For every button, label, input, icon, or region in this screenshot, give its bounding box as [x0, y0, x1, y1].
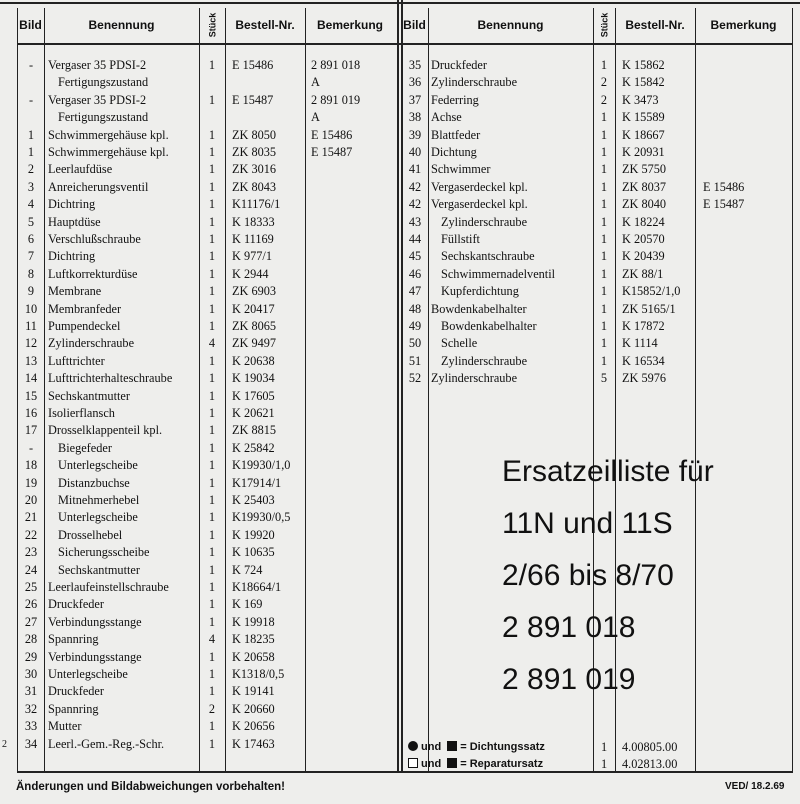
name-cell: Verbindungsstange	[48, 614, 142, 629]
qty-cell: 1	[208, 614, 216, 629]
table-row	[0, 422, 800, 439]
bild-cell: 43	[408, 214, 422, 229]
bestell-nr-cell: K 3473	[622, 92, 659, 107]
name-cell: Federring	[431, 92, 479, 107]
bild-cell: 8	[27, 266, 35, 281]
qty-cell: 1	[600, 162, 608, 177]
legend-qty: 1	[601, 740, 608, 754]
name-cell: Verbindungsstange	[48, 649, 142, 664]
qty-cell: 1	[208, 388, 216, 403]
bestell-nr-cell: ZK 6903	[232, 284, 277, 299]
header-stueck-left	[199, 10, 225, 40]
legend-row	[0, 739, 800, 756]
bild-cell: 9	[27, 284, 35, 299]
header-rule	[17, 43, 792, 45]
table-row	[0, 109, 800, 126]
table-row	[0, 144, 800, 161]
bemerkung-cell: 2 891 019	[311, 92, 361, 107]
header-bild-left: Bild	[19, 18, 42, 32]
bild-cell: 25	[24, 580, 38, 594]
bild-cell: 12	[24, 336, 38, 351]
table-row	[0, 214, 800, 231]
bild-cell: 28	[24, 632, 38, 647]
qty-cell: 1	[208, 649, 216, 664]
name-cell: Mutter	[48, 719, 82, 734]
bild-cell: 40	[408, 145, 422, 159]
name-cell: Druckfeder	[48, 597, 104, 612]
bestell-nr-cell: K 977/1	[232, 249, 272, 264]
bild-cell: 14	[24, 371, 38, 386]
table-row	[0, 57, 800, 74]
bild-cell: 52	[408, 371, 422, 386]
bild-cell: 42	[408, 179, 422, 194]
name-cell: Pumpendeckel	[48, 319, 121, 333]
bestell-nr-cell: K 2944	[232, 266, 269, 281]
bestell-nr-cell: K 20656	[232, 719, 275, 734]
qty-cell: 2	[208, 701, 216, 716]
table-row	[0, 127, 800, 144]
bestell-nr-cell: K 15842	[622, 75, 665, 90]
bild-cell: 46	[408, 266, 422, 281]
ersatz-line: 2 891 019	[502, 663, 636, 696]
legend-text: = Reparatursatz	[460, 758, 544, 770]
name-cell: Sicherungsscheibe	[58, 545, 150, 560]
name-cell: Unterlegscheibe	[58, 458, 138, 473]
bestell-nr-cell: ZK 8035	[232, 145, 277, 159]
bild-cell: 20	[24, 493, 38, 507]
bild-cell: 4	[27, 197, 35, 212]
qty-cell: 1	[600, 284, 608, 299]
qty-cell: 1	[208, 58, 216, 72]
bestell-nr-cell: K 20417	[232, 301, 275, 316]
qty-cell: 1	[208, 667, 216, 681]
header-bestell-right: Bestell-Nr.	[625, 18, 685, 32]
table-row	[0, 231, 800, 248]
qty-cell: 1	[208, 440, 216, 455]
bemerkung-cell: E 15487	[311, 145, 353, 159]
bild-cell: 17	[24, 423, 38, 438]
bild-cell: 21	[24, 510, 38, 525]
bild-cell: 50	[408, 336, 422, 351]
qty-cell: 1	[208, 319, 216, 333]
name-cell: Zylinderschraube	[441, 214, 528, 229]
bild-cell: 7	[27, 249, 35, 264]
name-cell: Bowdenkabelhalter	[441, 319, 537, 333]
table-row	[0, 283, 800, 300]
bild-cell: 19	[24, 475, 38, 490]
bemerkung-cell: E 15487	[703, 197, 745, 212]
name-cell: Blattfeder	[431, 127, 481, 142]
bestell-nr-cell: K 20621	[232, 406, 275, 420]
bild-cell: 2	[27, 162, 35, 177]
bild-cell: 45	[408, 249, 422, 264]
bestell-nr-cell: K 20638	[232, 353, 275, 368]
qty-cell: 1	[208, 301, 216, 316]
qty-cell: 1	[208, 423, 216, 438]
header-bemerkung-left: Bemerkung	[316, 18, 384, 32]
qty-cell: 1	[208, 719, 216, 734]
qty-cell: 1	[208, 162, 216, 177]
name-cell: Bowdenkabelhalter	[431, 301, 527, 316]
header-benennung-right: Benennung	[477, 18, 544, 32]
name-cell: Schwimmergehäuse kpl.	[48, 127, 169, 142]
name-cell: Isolierflansch	[48, 406, 115, 420]
bild-cell: 26	[24, 597, 38, 612]
name-cell: Spannring	[48, 701, 99, 716]
bild-cell: -	[28, 58, 34, 72]
table-row	[0, 405, 800, 422]
bild-cell: 18	[24, 458, 38, 473]
ersatz-line: Ersatzeilliste für	[502, 455, 714, 488]
bestell-nr-cell: K 18333	[232, 214, 275, 229]
bestell-nr-cell: K 18235	[232, 632, 275, 647]
table-row	[0, 318, 800, 335]
name-cell: Vergaser 35 PDSI-2	[48, 92, 147, 107]
bild-cell: -	[28, 92, 34, 107]
legend-nr: 4.00805.00	[622, 740, 678, 754]
qty-cell: 1	[208, 145, 216, 159]
header-stueck-right	[593, 10, 615, 40]
bemerkung-cell: A	[311, 75, 320, 90]
name-cell: Schwimmernadelventil	[441, 266, 556, 281]
name-cell: Biegefeder	[58, 440, 112, 455]
name-cell: Sechskantschraube	[441, 249, 535, 264]
header-bemerkung-right: Bemerkung	[710, 18, 777, 32]
bild-cell: 10	[24, 301, 38, 316]
name-cell: Luftkorrekturdüse	[48, 266, 138, 281]
table-row	[0, 388, 800, 405]
name-cell: Hauptdüse	[48, 214, 101, 229]
bestell-nr-cell: K 15862	[622, 58, 665, 72]
qty-cell: 1	[208, 284, 216, 299]
bestell-nr-cell: K 10635	[232, 545, 275, 560]
ersatz-line: 11N und 11S	[502, 507, 673, 540]
legend-text: = Dichtungssatz	[460, 741, 545, 753]
name-cell: Drosselklappenteil kpl.	[48, 423, 163, 438]
bestell-nr-cell: K 169	[232, 597, 263, 612]
bestell-nr-cell: K 18224	[622, 214, 665, 229]
bild-cell: 24	[24, 562, 38, 577]
bestell-nr-cell: K 19034	[232, 371, 275, 386]
name-cell: Lufttrichterhalteschraube	[48, 371, 173, 386]
name-cell: Spannring	[48, 632, 99, 647]
qty-cell: 1	[208, 475, 216, 490]
name-cell: Fertigungszustand	[58, 75, 149, 90]
qty-cell: 1	[208, 406, 216, 420]
bild-cell: 39	[408, 127, 422, 142]
name-cell: Schwimmergehäuse kpl.	[48, 145, 169, 159]
qty-cell: 1	[208, 127, 216, 142]
bild-cell: 31	[24, 684, 38, 699]
qty-cell: 1	[600, 197, 608, 212]
qty-cell: 1	[208, 197, 216, 212]
qty-cell: 2	[600, 92, 608, 107]
bestell-nr-cell: K 19918	[232, 614, 275, 629]
bestell-nr-cell: ZK 9497	[232, 336, 277, 351]
name-cell: Distanzbuchse	[58, 475, 130, 490]
bild-cell: 1	[27, 127, 35, 142]
bestell-nr-cell: K 20570	[622, 232, 665, 246]
name-cell: Leerl.-Gem.-Reg.-Schr.	[48, 736, 165, 751]
qty-cell: 1	[208, 371, 216, 386]
bild-cell: 49	[408, 319, 422, 333]
bild-cell: 15	[24, 388, 38, 403]
ersatz-line: 2/66 bis 8/70	[502, 559, 674, 592]
qty-cell: 5	[600, 371, 608, 386]
qty-cell: 1	[600, 336, 608, 351]
table-row	[0, 74, 800, 91]
bestell-nr-cell: K 17872	[622, 319, 665, 333]
bild-cell: 5	[27, 214, 35, 229]
bestell-nr-cell: K 20931	[622, 145, 665, 159]
bild-cell: 1	[27, 145, 35, 159]
table-row	[0, 301, 800, 318]
table-row	[0, 161, 800, 178]
qty-cell: 1	[208, 353, 216, 368]
bild-cell: 30	[24, 667, 38, 681]
legend-und: und	[421, 741, 442, 753]
bestell-nr-cell: ZK 8815	[232, 423, 277, 438]
qty-cell: 1	[600, 353, 608, 368]
bestell-nr-cell: ZK 5750	[622, 162, 667, 177]
name-cell: Leerlaufeinstellschraube	[48, 580, 169, 594]
table-row	[0, 266, 800, 283]
qty-cell: 4	[208, 336, 216, 351]
qty-cell: 1	[208, 597, 216, 612]
ersatzteil-title-block	[502, 446, 792, 706]
bestell-nr-cell: K1318/0,5	[232, 667, 285, 681]
bestell-nr-cell: K 1114	[622, 336, 658, 351]
bild-cell: 13	[24, 353, 38, 368]
bild-cell: 22	[24, 527, 38, 542]
bestell-nr-cell: K 15589	[622, 110, 665, 125]
qty-cell: 1	[208, 493, 216, 507]
qty-cell: 1	[600, 301, 608, 316]
bestell-nr-cell: K15852/1,0	[622, 284, 681, 299]
bestell-nr-cell: K11176/1	[232, 197, 281, 212]
qty-cell: 1	[208, 214, 216, 229]
name-cell: Sechskantmutter	[58, 562, 140, 577]
bestell-nr-cell: ZK 3016	[232, 162, 277, 177]
table-row	[0, 335, 800, 352]
legend-nr: 4.02813.00	[622, 757, 678, 771]
qty-cell: 1	[208, 510, 216, 525]
bild-cell: 34	[24, 736, 38, 751]
bemerkung-cell: 2 891 018	[311, 58, 361, 72]
ved-date: VED/ 18.2.69	[725, 781, 785, 792]
qty-cell: 1	[208, 527, 216, 542]
name-cell: Zylinderschraube	[441, 353, 528, 368]
name-cell: Druckfeder	[431, 58, 487, 72]
qty-cell: 1	[600, 127, 608, 142]
name-cell: Füllstift	[441, 232, 480, 246]
table-row	[0, 248, 800, 265]
bestell-nr-cell: K18664/1	[232, 580, 282, 594]
qty-cell: 1	[600, 266, 608, 281]
bemerkung-cell: E 15486	[703, 179, 745, 194]
qty-cell: 4	[208, 632, 216, 647]
bestell-nr-cell: ZK 8037	[622, 179, 667, 194]
bild-cell: 37	[408, 92, 422, 107]
name-cell: Achse	[431, 110, 462, 125]
table-row	[0, 92, 800, 109]
bild-cell: 32	[24, 701, 38, 716]
qty-cell: 1	[208, 736, 216, 751]
name-cell: Schwimmer	[431, 162, 491, 177]
margin-mark: 2	[2, 739, 7, 750]
bestell-nr-cell: K 20439	[622, 249, 665, 264]
name-cell: Schelle	[441, 336, 478, 351]
legend-qty: 1	[601, 757, 608, 771]
bemerkung-cell: E 15486	[311, 127, 353, 142]
bild-cell: 3	[27, 179, 35, 194]
qty-cell: 1	[600, 110, 608, 125]
bestell-nr-cell: K 16534	[622, 353, 665, 368]
name-cell: Druckfeder	[48, 684, 104, 699]
name-cell: Unterlegscheibe	[58, 510, 138, 525]
name-cell: Lufttrichter	[48, 353, 105, 368]
bild-cell: 27	[24, 614, 38, 629]
name-cell: Leerlaufdüse	[48, 162, 113, 177]
bestell-nr-cell: K19930/0,5	[232, 510, 291, 525]
name-cell: Vergaser 35 PDSI-2	[48, 58, 147, 72]
table-row	[0, 179, 800, 196]
name-cell: Anreicherungsventil	[48, 179, 149, 194]
name-cell: Dichtring	[48, 197, 96, 212]
legend-row	[0, 756, 800, 773]
name-cell: Mitnehmerhebel	[58, 493, 140, 507]
table-row	[0, 718, 800, 735]
bestell-nr-cell: K 19920	[232, 527, 275, 542]
bild-cell: 38	[408, 110, 422, 125]
name-cell: Dichtring	[48, 249, 96, 264]
bild-cell: 16	[24, 406, 38, 420]
qty-cell: 1	[208, 580, 216, 594]
bestell-nr-cell: K19930/1,0	[232, 458, 291, 473]
qty-cell: 1	[208, 179, 216, 194]
name-cell: Zylinderschraube	[431, 371, 518, 386]
bild-cell: 33	[24, 719, 38, 734]
bild-cell: 47	[408, 284, 422, 299]
bestell-nr-cell: K 17605	[232, 388, 275, 403]
qty-cell: 1	[600, 145, 608, 159]
bild-cell: 42	[408, 197, 422, 212]
header-stueck-right-label: Stück	[599, 12, 610, 38]
name-cell: Kupferdichtung	[441, 284, 519, 299]
bestell-nr-cell: ZK 88/1	[622, 266, 664, 281]
bild-cell: 29	[24, 649, 38, 664]
qty-cell: 1	[208, 545, 216, 560]
table-row	[0, 353, 800, 370]
bestell-nr-cell: K 19141	[232, 684, 275, 699]
qty-cell: 1	[208, 266, 216, 281]
qty-cell: 1	[600, 58, 608, 72]
bestell-nr-cell: ZK 5165/1	[622, 301, 676, 316]
bestell-nr-cell: ZK 5976	[622, 371, 667, 386]
bild-cell: 44	[408, 232, 422, 246]
top-border	[0, 2, 800, 4]
bestell-nr-cell: K 17463	[232, 736, 275, 751]
legend-und: und	[421, 758, 442, 770]
footer-note: Änderungen und Bildabweichungen vorbehalten!	[16, 781, 285, 793]
qty-cell: 1	[208, 458, 216, 473]
name-cell: Vergaserdeckel kpl.	[431, 197, 528, 212]
bestell-nr-cell: ZK 8050	[232, 127, 277, 142]
name-cell: Verschlußschraube	[48, 232, 141, 246]
bestell-nr-cell: K 25842	[232, 440, 275, 455]
header-bestell-left: Bestell-Nr.	[235, 18, 295, 32]
bild-cell: 36	[408, 75, 422, 90]
qty-cell: 1	[600, 319, 608, 333]
qty-cell: 1	[208, 684, 216, 699]
name-cell: Membrane	[48, 284, 102, 299]
name-cell: Zylinderschraube	[431, 75, 518, 90]
bestell-nr-cell: ZK 8040	[622, 197, 667, 212]
bemerkung-cell: A	[311, 110, 320, 125]
name-cell: Fertigungszustand	[58, 110, 149, 125]
qty-cell: 1	[600, 179, 608, 194]
header-stueck-left-label: Stück	[206, 12, 217, 38]
qty-cell: 1	[600, 214, 608, 229]
header-benennung-left: Benennung	[88, 18, 155, 32]
qty-cell: 2	[600, 75, 608, 90]
bild-cell: 41	[408, 162, 422, 177]
bild-cell: 23	[24, 545, 38, 560]
bestell-nr-cell: K 20660	[232, 701, 275, 716]
qty-cell: 1	[600, 232, 608, 246]
bestell-nr-cell: K 20658	[232, 649, 275, 664]
bestell-nr-cell: ZK 8043	[232, 179, 277, 194]
bestell-nr-cell: K 18667	[622, 127, 665, 142]
name-cell: Zylinderschraube	[48, 336, 135, 351]
ersatz-line: 2 891 018	[502, 611, 636, 644]
bestell-nr-cell: ZK 8065	[232, 319, 277, 333]
name-cell: Membranfeder	[48, 301, 122, 316]
name-cell: Dichtung	[431, 145, 477, 159]
bestell-nr-cell: E 15487	[232, 92, 274, 107]
bild-cell: 11	[25, 319, 37, 333]
bestell-nr-cell: K 11169	[232, 232, 274, 246]
bild-cell: -	[28, 440, 34, 455]
qty-cell: 1	[208, 249, 216, 264]
bild-cell: 6	[27, 232, 35, 246]
qty-cell: 1	[208, 92, 216, 107]
header-bild-right: Bild	[403, 18, 426, 32]
bestell-nr-cell: K 724	[232, 562, 263, 577]
name-cell: Vergaserdeckel kpl.	[431, 179, 528, 194]
table-row	[0, 196, 800, 213]
bestell-nr-cell: E 15486	[232, 58, 274, 72]
bild-cell: 35	[408, 58, 422, 72]
table-row	[0, 370, 800, 387]
qty-cell: 1	[208, 232, 216, 246]
name-cell: Sechskantmutter	[48, 388, 130, 403]
bestell-nr-cell: K17914/1	[232, 475, 282, 490]
qty-cell: 1	[600, 249, 608, 264]
bild-cell: 51	[408, 353, 422, 368]
name-cell: Unterlegscheibe	[48, 667, 128, 681]
bestell-nr-cell: K 25403	[232, 493, 275, 507]
qty-cell: 1	[208, 562, 216, 577]
name-cell: Drosselhebel	[58, 527, 123, 542]
bild-cell: 48	[408, 301, 422, 316]
